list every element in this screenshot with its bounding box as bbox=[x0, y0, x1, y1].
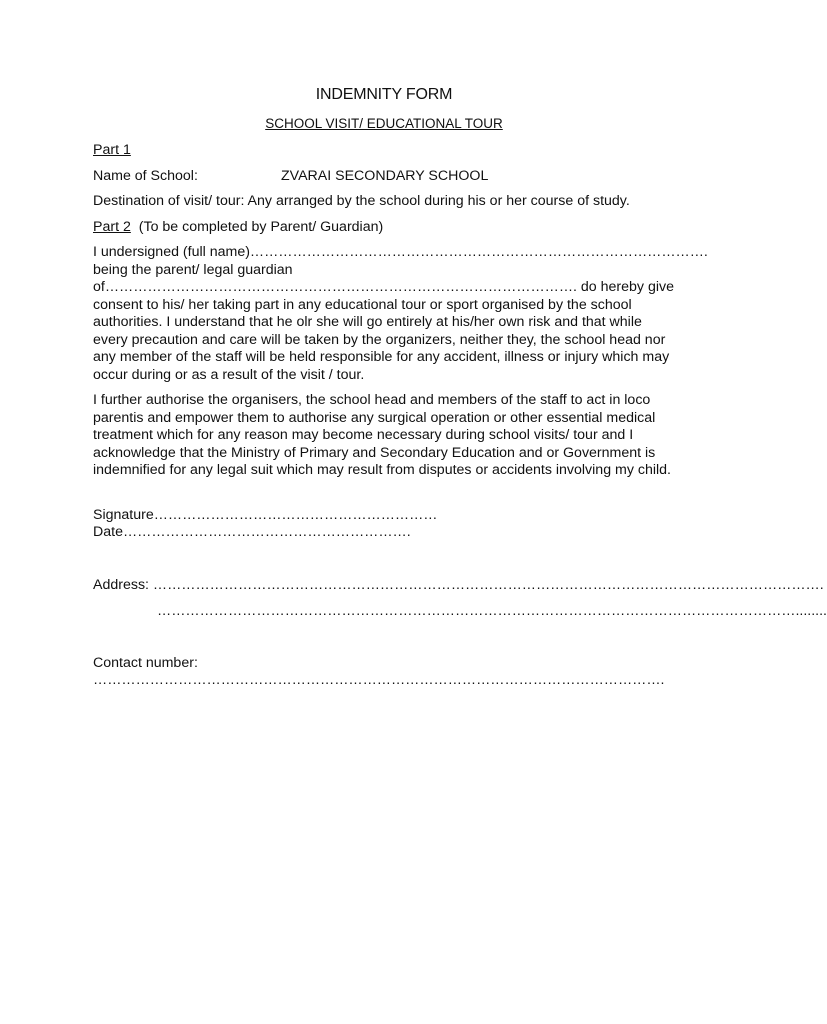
form-body bbox=[93, 142, 827, 690]
full-name-line: I undersigned (full name)……………………………………………………………………………………. bbox=[93, 244, 708, 260]
signature-line: Signature…………………………………………………… bbox=[93, 506, 438, 523]
school-row bbox=[93, 168, 677, 186]
school-value: ZVARAI SECONDARY SCHOOL bbox=[281, 167, 489, 184]
contact-label: Contact number: bbox=[93, 654, 198, 671]
contact-block bbox=[93, 655, 677, 690]
school-label: Name of School: bbox=[93, 167, 198, 184]
part1-heading: Part 1 bbox=[93, 142, 131, 158]
address-line-1: Address: ……………………………………………………………………………………………………………………………. bbox=[93, 576, 824, 593]
authorise-paragraph: I further authorise the organisers, the school head and members of the staff to act in loco parentis and empower them to authorise any surgical operation or other essential medical treatment which for any reason may become necessary during school visits/ tour and I acknowledge that the Ministry of Primary and Secondary Education and or Government is indemnified for any legal suit which may result from disputes or accidents involving my child. bbox=[93, 392, 672, 478]
form-subtitle: SCHOOL VISIT/ EDUCATIONAL TOUR bbox=[265, 116, 503, 131]
form-title: INDEMNITY FORM bbox=[315, 86, 453, 103]
contact-line: …………………………………………………………………………………………………………. bbox=[93, 672, 665, 688]
guardian-line: being the parent/ legal guardian bbox=[93, 261, 293, 278]
signature-block bbox=[93, 507, 677, 542]
address-block bbox=[93, 576, 827, 621]
part2-note: (To be completed by Parent/ Guardian) bbox=[138, 218, 384, 235]
date-line: Date……………………………………………………. bbox=[93, 524, 411, 540]
destination-text: Destination of visit/ tour: Any arranged by the school during his or her course of study. bbox=[93, 193, 630, 209]
part2-heading-row bbox=[93, 219, 677, 237]
part2-heading: Part 2 bbox=[93, 218, 131, 235]
consent-text: of………………………………………………………………………………………. do hereby give consent to his/ her taking part in any educational tour or sport organised by the school authorities. I understand that he olr she will go entirely at his/her own risk and that while every precaution and care will be taken by the organizers, neither they, the school head nor any member of the staff will be held responsible for any accident, illness or injury which may occur during or as a result of the visit / tour. bbox=[93, 279, 674, 383]
consent-paragraph bbox=[93, 244, 708, 384]
address-line-2: ………………………………………………………………………………………………………………………........ bbox=[157, 603, 827, 619]
